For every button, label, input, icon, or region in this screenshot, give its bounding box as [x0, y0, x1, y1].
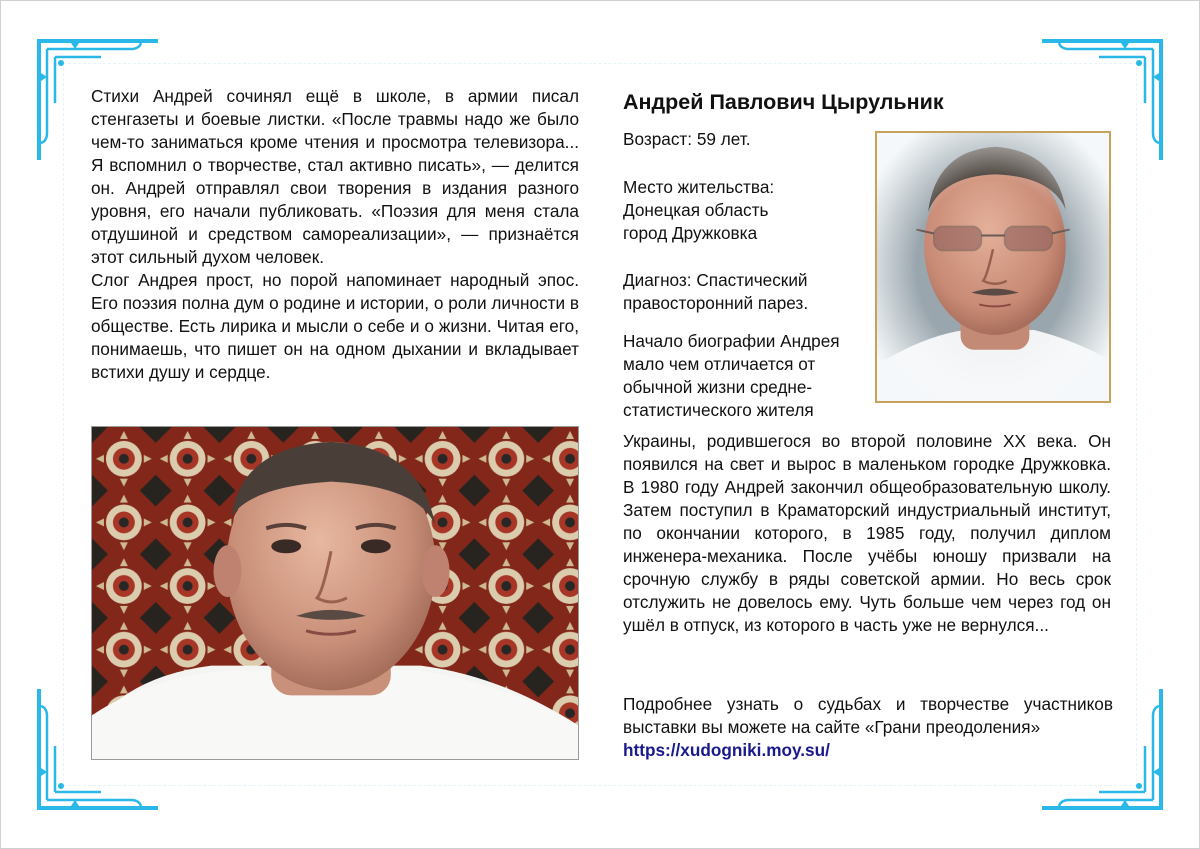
- left-paragraph-2: Слог Андрея прост, но порой напоминает народный эпос. Его поэзия полна дум о родине и истории, о роли личности в обществе. Есть лирика и мысли о себе и о жизни. Читая его, понимаешь, что пишет он на одном дыхании и вкладывает встихи душу и сердце.: [91, 270, 579, 382]
- left-column-text: [91, 85, 579, 384]
- diagnosis-info: Диагноз: Спастический правосторонний парез.: [623, 270, 809, 313]
- age-info: Возраст: 59 лет.: [623, 129, 751, 149]
- website-link[interactable]: https://xudogniki.moy.su/: [623, 740, 830, 760]
- portrait-photo-glasses: [875, 131, 1111, 403]
- person-name-heading: Андрей Павлович Цырульник: [623, 90, 944, 114]
- residence-city: город Дружковка: [623, 223, 758, 243]
- footer-note: [623, 693, 1113, 762]
- residence-label: Место жительства:: [623, 177, 775, 197]
- portrait-photo-carpet: [91, 426, 579, 760]
- residence-region: Донецкая область: [623, 200, 769, 220]
- biography-start: Начало биографии Андрея мало чем отличается от обычной жизни средне-статистического жителя: [623, 331, 840, 420]
- left-paragraph-1: Стихи Андрей сочинял ещё в школе, в армии писал стенгазеты и боевые листки. «После травмы надо же было чем-то заниматься кроме чтения и просмотра телевизора... Я вспомнил о творчестве, стал активно писать», — делится он. Андрей отправлял свои творения в издания разного уровня, его начали публиковать. «Поэзия для меня стала отдушиной и средством самореализации», — признаётся этот сильный духом человек.: [91, 86, 579, 267]
- footer-note-text: Подробнее узнать о судьбах и творчестве участников выставки вы можете на сайте «Грани преодоления»: [623, 694, 1113, 737]
- residence-info: [623, 176, 863, 245]
- biography-continued: Украины, родившегося во второй половине XX века. Он появился на свет и вырос в маленьком городке Дружковка. В 1980 году Андрей закончил общеобразовательную школу. Затем поступил в Краматорский индустриальный институт, по окончании которого, в 1985 году, получил диплом инженера-механика. После учёбы юношу призвали на срочную службу в ряды советской армии. Но весь срок отслужить не довелось ему. Чуть больше чем через год он ушёл в отпуск, из которого в часть уже не вернулся...: [623, 431, 1111, 635]
